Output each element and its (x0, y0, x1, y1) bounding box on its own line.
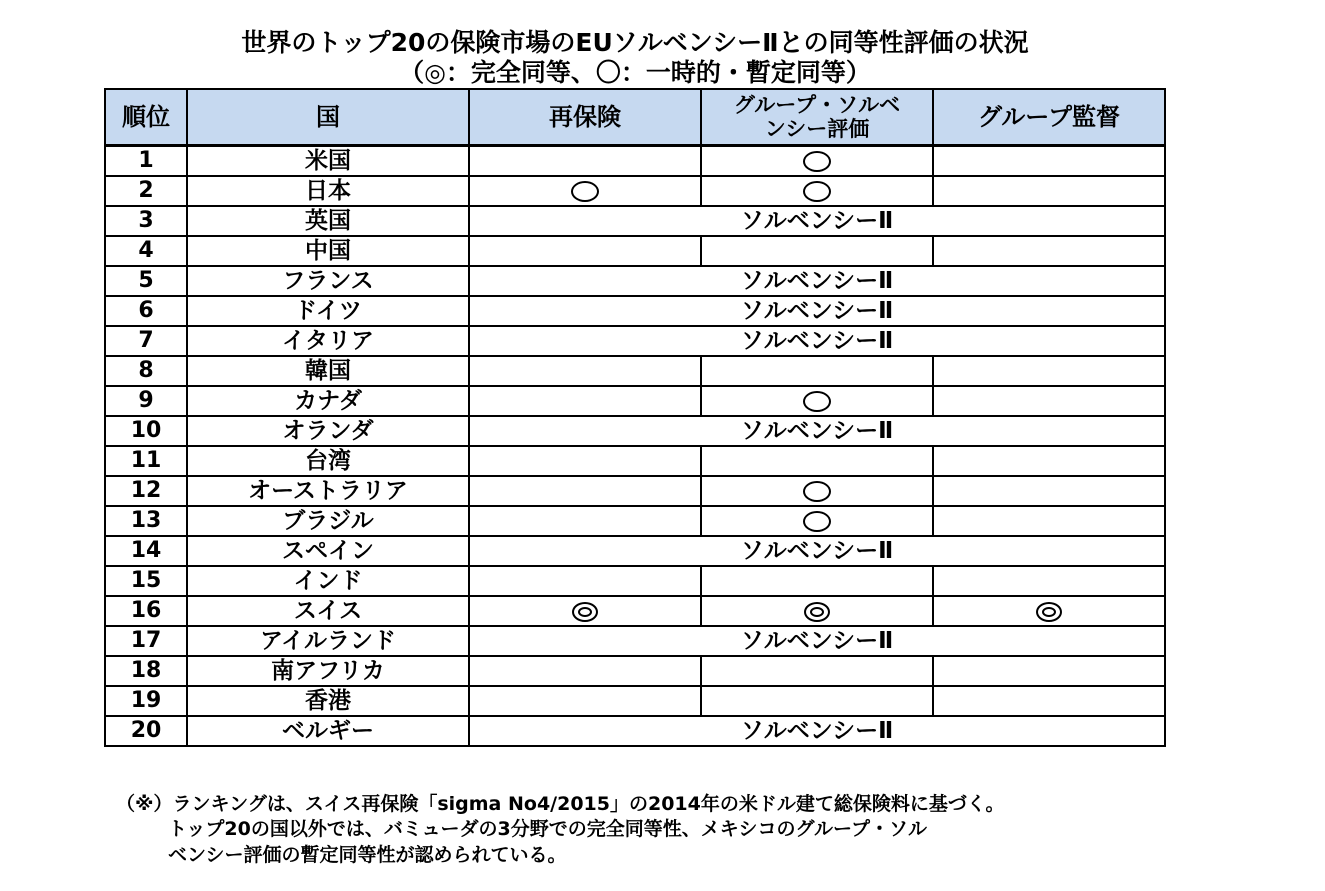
reinsurance-cell (469, 686, 701, 716)
country-cell: インド (187, 566, 469, 596)
group-supervision-cell (933, 356, 1165, 386)
table-row (105, 266, 1165, 296)
country-cell: 中国 (187, 236, 469, 266)
circle-mark-icon (803, 481, 831, 502)
page-title: 世界のトップ20の保険市場のEUソルベンシーⅡとの同等性評価の状況 (241, 28, 1029, 57)
rank-cell: 5 (105, 266, 187, 296)
group-supervision-cell (933, 176, 1165, 206)
table-row (105, 176, 1165, 206)
page-subtitle-legend: （◎：完全同等、〇：一時的・暫定同等） (399, 58, 871, 87)
group-solvency-cell (701, 176, 933, 206)
reinsurance-cell (469, 236, 701, 266)
rank-cell: 15 (105, 566, 187, 596)
rank-cell: 13 (105, 506, 187, 536)
reinsurance-cell (469, 386, 701, 416)
group-supervision-cell (933, 566, 1165, 596)
table-row (105, 626, 1165, 656)
header-group-solvency (701, 89, 933, 146)
rank-cell: 17 (105, 626, 187, 656)
group-solvency-cell (701, 236, 933, 266)
table-row (105, 386, 1165, 416)
rank-cell: 18 (105, 656, 187, 686)
group-solvency-cell (701, 476, 933, 506)
reinsurance-cell (469, 356, 701, 386)
reinsurance-cell (469, 656, 701, 686)
country-cell: オーストラリア (187, 476, 469, 506)
rank-cell: 9 (105, 386, 187, 416)
group-supervision-cell (933, 476, 1165, 506)
double-circle-mark-icon (572, 602, 598, 622)
rank-cell: 10 (105, 416, 187, 446)
group-solvency-cell (701, 386, 933, 416)
group-supervision-cell (933, 386, 1165, 416)
group-solvency-cell (701, 656, 933, 686)
circle-mark-icon (803, 181, 831, 202)
rank-cell: 12 (105, 476, 187, 506)
group-solvency-cell (701, 506, 933, 536)
footnote-line-1: （※）ランキングは、スイス再保険「sigma No4/2015」の2014年の米ドル建て総保険料に基づく。 (116, 793, 1005, 815)
rank-cell: 16 (105, 596, 187, 626)
circle-mark-icon (803, 391, 831, 412)
rank-cell: 3 (105, 206, 187, 236)
solvency-ii-merged-cell: ソルベンシーⅡ (469, 626, 1165, 656)
table-row (105, 596, 1165, 626)
country-cell: 南アフリカ (187, 656, 469, 686)
circle-mark-icon (803, 511, 831, 532)
table-row (105, 506, 1165, 536)
reinsurance-cell (469, 476, 701, 506)
group-solvency-cell (701, 446, 933, 476)
country-cell: スペイン (187, 536, 469, 566)
rank-cell: 14 (105, 536, 187, 566)
circle-mark-icon (571, 181, 599, 202)
rank-cell: 20 (105, 716, 187, 746)
reinsurance-cell (469, 446, 701, 476)
country-cell: カナダ (187, 386, 469, 416)
table-row (105, 356, 1165, 386)
table-row (105, 476, 1165, 506)
table-row (105, 686, 1165, 716)
group-supervision-cell (933, 236, 1165, 266)
solvency-ii-merged-cell: ソルベンシーⅡ (469, 296, 1165, 326)
group-supervision-cell (933, 446, 1165, 476)
rank-cell: 6 (105, 296, 187, 326)
group-solvency-cell (701, 596, 933, 626)
country-cell: フランス (187, 266, 469, 296)
country-cell: イタリア (187, 326, 469, 356)
group-solvency-cell (701, 566, 933, 596)
group-supervision-cell (933, 656, 1165, 686)
header-group-solvency-line2: ンシー評価 (764, 117, 870, 141)
header-country: 国 (187, 89, 469, 146)
reinsurance-cell (469, 506, 701, 536)
country-cell: スイス (187, 596, 469, 626)
group-solvency-cell (701, 686, 933, 716)
table-header-row (105, 89, 1165, 146)
table-row (105, 716, 1165, 746)
table-row (105, 416, 1165, 446)
country-cell: 韓国 (187, 356, 469, 386)
table-row (105, 656, 1165, 686)
reinsurance-cell (469, 146, 701, 177)
equivalence-table (104, 88, 1166, 747)
rank-cell: 4 (105, 236, 187, 266)
reinsurance-cell (469, 566, 701, 596)
country-cell: 英国 (187, 206, 469, 236)
header-group-supervision: グループ監督 (933, 89, 1165, 146)
solvency-ii-merged-cell: ソルベンシーⅡ (469, 416, 1165, 446)
double-circle-mark-icon (1036, 602, 1062, 622)
country-cell: ベルギー (187, 716, 469, 746)
table-row (105, 446, 1165, 476)
rank-cell: 11 (105, 446, 187, 476)
country-cell: オランダ (187, 416, 469, 446)
table-row (105, 146, 1165, 177)
header-rank: 順位 (105, 89, 187, 146)
solvency-ii-merged-cell: ソルベンシーⅡ (469, 206, 1165, 236)
rank-cell: 2 (105, 176, 187, 206)
rank-cell: 19 (105, 686, 187, 716)
group-supervision-cell (933, 686, 1165, 716)
footnote-line-2: トップ20の国以外では、バミューダの3分野での完全同等性、メキシコのグループ・ソル (168, 818, 928, 840)
circle-mark-icon (803, 151, 831, 172)
country-cell: ブラジル (187, 506, 469, 536)
table-row (105, 326, 1165, 356)
table-row (105, 296, 1165, 326)
group-solvency-cell (701, 356, 933, 386)
table-row (105, 536, 1165, 566)
country-cell: 米国 (187, 146, 469, 177)
rank-cell: 7 (105, 326, 187, 356)
group-supervision-cell (933, 506, 1165, 536)
country-cell: ドイツ (187, 296, 469, 326)
header-reinsurance: 再保険 (469, 89, 701, 146)
country-cell: アイルランド (187, 626, 469, 656)
country-cell: 台湾 (187, 446, 469, 476)
solvency-ii-merged-cell: ソルベンシーⅡ (469, 716, 1165, 746)
solvency-ii-merged-cell: ソルベンシーⅡ (469, 326, 1165, 356)
country-cell: 香港 (187, 686, 469, 716)
double-circle-mark-icon (804, 602, 830, 622)
table-row (105, 236, 1165, 266)
rank-cell: 8 (105, 356, 187, 386)
table-row (105, 206, 1165, 236)
reinsurance-cell (469, 596, 701, 626)
solvency-ii-merged-cell: ソルベンシーⅡ (469, 536, 1165, 566)
group-solvency-cell (701, 146, 933, 177)
group-supervision-cell (933, 596, 1165, 626)
solvency-ii-merged-cell: ソルベンシーⅡ (469, 266, 1165, 296)
footnote-line-3: ベンシー評価の暫定同等性が認められている。 (168, 844, 567, 866)
rank-cell: 1 (105, 146, 187, 177)
group-supervision-cell (933, 146, 1165, 177)
country-cell: 日本 (187, 176, 469, 206)
reinsurance-cell (469, 176, 701, 206)
header-group-solvency-line1: グループ・ソルベ (733, 93, 901, 117)
table-row (105, 566, 1165, 596)
